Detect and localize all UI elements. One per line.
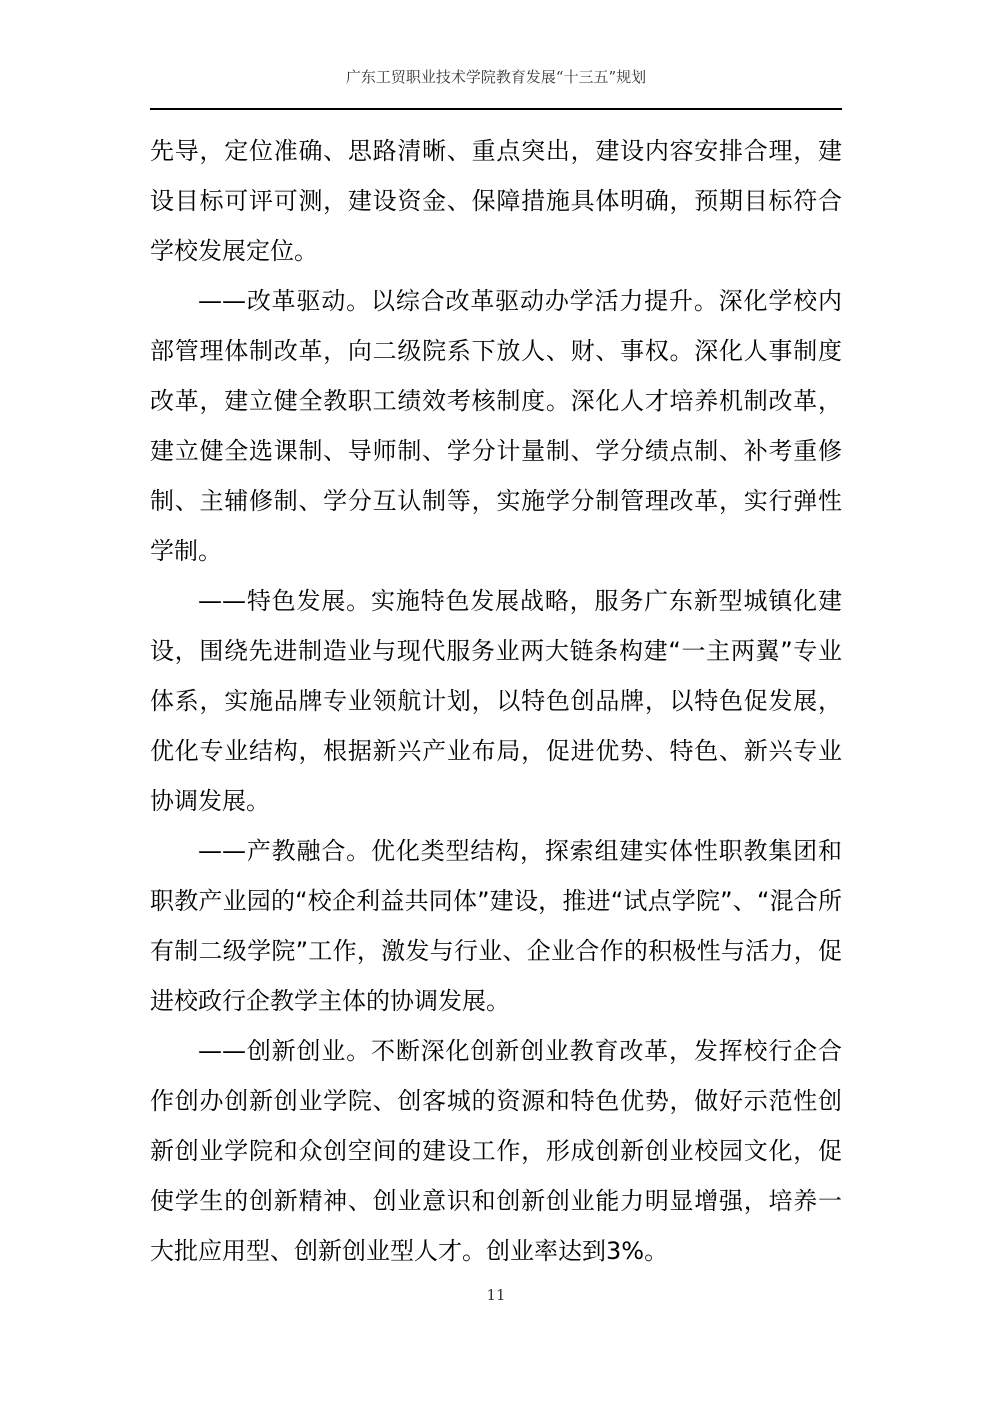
paragraph-characteristic: ——特色发展。实施特色发展战略，服务广东新型城镇化建设，围绕先进制造业与现代服务业两大链条构建“一主两翼”专业体系，实施品牌专业领航计划，以特色创品牌，以特色促发展，优化专业结构，根据新兴产业布局，促进优势、特色、新兴专业协调发展。	[150, 587, 842, 815]
paragraph-continuation: 先导，定位准确、思路清晰、重点突出，建设内容安排合理，建设目标可评可测，建设资金、保障措施具体明确，预期目标符合学校发展定位。	[150, 137, 842, 265]
body-text	[150, 126, 842, 1276]
paragraph-reform: ——改革驱动。以综合改革驱动办学活力提升。深化学校内部管理体制改革，向二级院系下放人、财、事权。深化人事制度改革，建立健全教职工绩效考核制度。深化人才培养机制改革，建立健全选课制、导师制、学分计量制、学分绩点制、补考重修制、主辅修制、学分互认制等，实施学分制管理改革，实行弹性学制。	[150, 287, 842, 565]
running-header: 广东工贸职业技术学院教育发展“十三五”规划	[345, 68, 647, 86]
header-divider	[150, 108, 842, 110]
paragraph-industry-education: ——产教融合。优化类型结构，探索组建实体性职教集团和职教产业园的“校企利益共同体”建设，推进“试点学院”、“混合所有制二级学院”工作，激发与行业、企业合作的积极性与活力，促进校政行企教学主体的协调发展。	[150, 837, 842, 1015]
paragraph-innovation: ——创新创业。不断深化创新创业教育改革，发挥校行企合作创办创新创业学院、创客城的资源和特色优势，做好示范性创新创业学院和众创空间的建设工作，形成创新创业校园文化，促使学生的创新精神、创业意识和创新创业能力明显增强，培养一大批应用型、创新创业型人才。创业率达到3%。	[150, 1037, 842, 1265]
page-number: 11	[486, 1286, 506, 1304]
